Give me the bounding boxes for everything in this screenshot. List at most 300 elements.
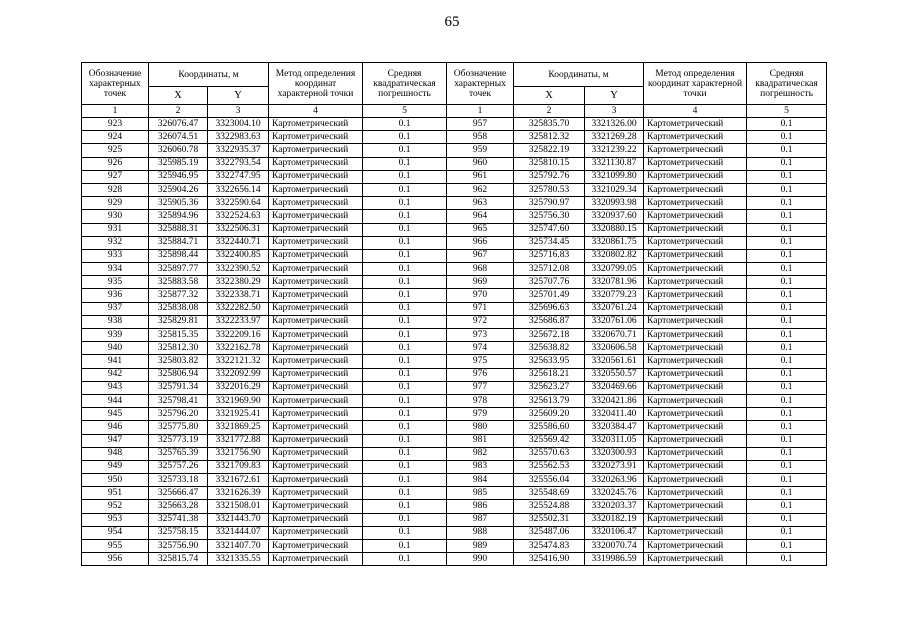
table-row bbox=[82, 460, 827, 473]
method-cell: Картометрический bbox=[644, 315, 747, 328]
coord-y-cell: 3322233.97 bbox=[208, 315, 269, 328]
method-cell: Картометрический bbox=[644, 342, 747, 355]
method-cell: Картометрический bbox=[644, 210, 747, 223]
table-row bbox=[82, 263, 827, 276]
method-cell: Картометрический bbox=[644, 394, 747, 407]
coord-x-cell: 325790.97 bbox=[514, 197, 585, 210]
point-id-cell: 985 bbox=[447, 487, 514, 500]
coord-x-cell: 325570.63 bbox=[514, 447, 585, 460]
coord-y-cell: 3321029.34 bbox=[585, 183, 644, 196]
point-id-cell: 978 bbox=[447, 394, 514, 407]
coord-x-cell: 325791.34 bbox=[149, 381, 208, 394]
method-cell: Картометрический bbox=[644, 526, 747, 539]
point-id-cell: 986 bbox=[447, 500, 514, 513]
coord-x-cell: 325609.20 bbox=[514, 408, 585, 421]
point-id-cell: 989 bbox=[447, 540, 514, 553]
point-id-cell: 942 bbox=[82, 368, 149, 381]
coord-x-cell: 325904.26 bbox=[149, 183, 208, 196]
coord-x-cell: 325556.04 bbox=[514, 474, 585, 487]
error-cell: 0.1 bbox=[363, 421, 447, 434]
coord-x-cell: 325897.77 bbox=[149, 263, 208, 276]
coord-y-cell: 3322016.29 bbox=[208, 381, 269, 394]
point-id-cell: 965 bbox=[447, 223, 514, 236]
coord-y-cell: 3320761.24 bbox=[585, 302, 644, 315]
method-cell: Картометрический bbox=[644, 170, 747, 183]
error-cell: 0.1 bbox=[363, 460, 447, 473]
coord-x-cell: 325638.82 bbox=[514, 342, 585, 355]
coord-x-cell: 325758.15 bbox=[149, 526, 208, 539]
point-id-cell: 982 bbox=[447, 447, 514, 460]
coord-x-cell: 325666.47 bbox=[149, 487, 208, 500]
method-cell: Картометрический bbox=[644, 157, 747, 170]
method-cell: Картометрический bbox=[269, 487, 363, 500]
coord-y-cell: 3321925.41 bbox=[208, 408, 269, 421]
method-cell: Картометрический bbox=[269, 421, 363, 434]
method-cell: Картометрический bbox=[644, 276, 747, 289]
coord-x-cell: 325613.79 bbox=[514, 394, 585, 407]
header-method-right: Метод определения координат характерной точки bbox=[644, 63, 747, 105]
point-id-cell: 932 bbox=[82, 236, 149, 249]
coord-x-cell: 325806.94 bbox=[149, 368, 208, 381]
coord-y-cell: 3321508.01 bbox=[208, 500, 269, 513]
coord-x-cell: 325894.96 bbox=[149, 210, 208, 223]
coord-x-cell: 325569.42 bbox=[514, 434, 585, 447]
coord-x-cell: 325780.53 bbox=[514, 183, 585, 196]
col-number: 5 bbox=[747, 105, 827, 118]
point-id-cell: 946 bbox=[82, 421, 149, 434]
method-cell: Картометрический bbox=[269, 355, 363, 368]
error-cell: 0.1 bbox=[747, 381, 827, 394]
error-cell: 0.1 bbox=[363, 394, 447, 407]
method-cell: Картометрический bbox=[269, 144, 363, 157]
coord-y-cell: 3320761.06 bbox=[585, 315, 644, 328]
coord-x-cell: 325888.31 bbox=[149, 223, 208, 236]
point-id-cell: 964 bbox=[447, 210, 514, 223]
table-row bbox=[82, 131, 827, 144]
error-cell: 0.1 bbox=[747, 131, 827, 144]
method-cell: Картометрический bbox=[644, 249, 747, 262]
error-cell: 0.1 bbox=[747, 329, 827, 342]
coord-x-cell: 326060.78 bbox=[149, 144, 208, 157]
error-cell: 0.1 bbox=[747, 342, 827, 355]
table-row bbox=[82, 342, 827, 355]
coord-x-cell: 325623.27 bbox=[514, 381, 585, 394]
point-id-cell: 952 bbox=[82, 500, 149, 513]
point-id-cell: 956 bbox=[82, 553, 149, 566]
point-id-cell: 963 bbox=[447, 197, 514, 210]
error-cell: 0.1 bbox=[747, 394, 827, 407]
coord-y-cell: 3320070.74 bbox=[585, 540, 644, 553]
method-cell: Картометрический bbox=[644, 131, 747, 144]
col-number: 5 bbox=[363, 105, 447, 118]
method-cell: Картометрический bbox=[269, 553, 363, 566]
method-cell: Картометрический bbox=[644, 421, 747, 434]
point-id-cell: 970 bbox=[447, 289, 514, 302]
coord-x-cell: 325835.70 bbox=[514, 118, 585, 131]
coord-x-cell: 325618.21 bbox=[514, 368, 585, 381]
coord-x-cell: 325812.32 bbox=[514, 131, 585, 144]
method-cell: Картометрический bbox=[644, 381, 747, 394]
coord-x-cell: 325487.06 bbox=[514, 526, 585, 539]
error-cell: 0.1 bbox=[363, 381, 447, 394]
coord-y-cell: 3320182.19 bbox=[585, 513, 644, 526]
point-id-cell: 973 bbox=[447, 329, 514, 342]
error-cell: 0.1 bbox=[363, 183, 447, 196]
method-cell: Картометрический bbox=[644, 513, 747, 526]
coord-x-cell: 325733.18 bbox=[149, 474, 208, 487]
point-id-cell: 948 bbox=[82, 447, 149, 460]
coord-x-cell: 325416.90 bbox=[514, 553, 585, 566]
method-cell: Картометрический bbox=[269, 342, 363, 355]
table-row bbox=[82, 249, 827, 262]
point-id-cell: 931 bbox=[82, 223, 149, 236]
coord-y-cell: 3319986.59 bbox=[585, 553, 644, 566]
table-row bbox=[82, 487, 827, 500]
coord-x-cell: 325696.63 bbox=[514, 302, 585, 315]
coord-x-cell: 325773.19 bbox=[149, 434, 208, 447]
method-cell: Картометрический bbox=[269, 329, 363, 342]
error-cell: 0.1 bbox=[747, 355, 827, 368]
coord-x-cell: 325812.30 bbox=[149, 342, 208, 355]
method-cell: Картометрический bbox=[269, 474, 363, 487]
method-cell: Картометрический bbox=[269, 526, 363, 539]
coord-y-cell: 3320861.75 bbox=[585, 236, 644, 249]
method-cell: Картометрический bbox=[269, 276, 363, 289]
method-cell: Картометрический bbox=[269, 157, 363, 170]
error-cell: 0.1 bbox=[747, 289, 827, 302]
coord-x-cell: 325502.31 bbox=[514, 513, 585, 526]
error-cell: 0.1 bbox=[747, 513, 827, 526]
method-cell: Картометрический bbox=[644, 487, 747, 500]
coord-y-cell: 3320411.40 bbox=[585, 408, 644, 421]
coord-y-cell: 3320799.05 bbox=[585, 263, 644, 276]
point-id-cell: 971 bbox=[447, 302, 514, 315]
point-id-cell: 981 bbox=[447, 434, 514, 447]
coord-y-cell: 3321407.70 bbox=[208, 540, 269, 553]
table-row bbox=[82, 368, 827, 381]
point-id-cell: 938 bbox=[82, 315, 149, 328]
coord-x-cell: 325883.58 bbox=[149, 276, 208, 289]
coord-y-cell: 3321969.90 bbox=[208, 394, 269, 407]
coord-y-cell: 3320561.61 bbox=[585, 355, 644, 368]
method-cell: Картометрический bbox=[644, 144, 747, 157]
coord-x-cell: 325775.80 bbox=[149, 421, 208, 434]
coord-x-cell: 325672.18 bbox=[514, 329, 585, 342]
coord-y-cell: 3321626.39 bbox=[208, 487, 269, 500]
table-row bbox=[82, 421, 827, 434]
point-id-cell: 950 bbox=[82, 474, 149, 487]
table-row bbox=[82, 447, 827, 460]
coord-y-cell: 3321335.55 bbox=[208, 553, 269, 566]
method-cell: Картометрический bbox=[269, 460, 363, 473]
col-number: 2 bbox=[149, 105, 208, 118]
point-id-cell: 972 bbox=[447, 315, 514, 328]
coord-y-cell: 3320384.47 bbox=[585, 421, 644, 434]
coord-x-cell: 325586.60 bbox=[514, 421, 585, 434]
header-x-right: X bbox=[514, 87, 585, 105]
error-cell: 0.1 bbox=[363, 513, 447, 526]
coord-x-cell: 325756.30 bbox=[514, 210, 585, 223]
header-error-right: Средняя квадратическая погрешность bbox=[747, 63, 827, 105]
coord-y-cell: 3321756.90 bbox=[208, 447, 269, 460]
point-id-cell: 953 bbox=[82, 513, 149, 526]
header-point-right: Обозначение характерных точек bbox=[447, 63, 514, 105]
coord-x-cell: 325822.19 bbox=[514, 144, 585, 157]
coord-y-cell: 3322506.31 bbox=[208, 223, 269, 236]
table-row bbox=[82, 315, 827, 328]
coord-x-cell: 325548.69 bbox=[514, 487, 585, 500]
coord-y-cell: 3321869.25 bbox=[208, 421, 269, 434]
method-cell: Картометрический bbox=[644, 329, 747, 342]
method-cell: Картометрический bbox=[269, 263, 363, 276]
table-row bbox=[82, 381, 827, 394]
method-cell: Картометрический bbox=[644, 474, 747, 487]
table-row bbox=[82, 183, 827, 196]
error-cell: 0.1 bbox=[363, 223, 447, 236]
error-cell: 0.1 bbox=[363, 236, 447, 249]
coordinates-table bbox=[81, 62, 827, 566]
coord-x-cell: 325765.39 bbox=[149, 447, 208, 460]
method-cell: Картометрический bbox=[269, 394, 363, 407]
method-cell: Картометрический bbox=[644, 460, 747, 473]
coord-y-cell: 3322935.37 bbox=[208, 144, 269, 157]
point-id-cell: 960 bbox=[447, 157, 514, 170]
point-id-cell: 955 bbox=[82, 540, 149, 553]
coord-y-cell: 3322282.50 bbox=[208, 302, 269, 315]
coord-y-cell: 3321709.83 bbox=[208, 460, 269, 473]
point-id-cell: 961 bbox=[447, 170, 514, 183]
coord-x-cell: 325686.87 bbox=[514, 315, 585, 328]
coord-y-cell: 3321326.00 bbox=[585, 118, 644, 131]
point-id-cell: 947 bbox=[82, 434, 149, 447]
page-number: 65 bbox=[444, 14, 460, 30]
method-cell: Картометрический bbox=[644, 434, 747, 447]
point-id-cell: 927 bbox=[82, 170, 149, 183]
error-cell: 0.1 bbox=[747, 447, 827, 460]
coord-y-cell: 3322338.71 bbox=[208, 289, 269, 302]
coord-y-cell: 3322092.99 bbox=[208, 368, 269, 381]
coord-y-cell: 3320106.47 bbox=[585, 526, 644, 539]
col-number: 1 bbox=[447, 105, 514, 118]
error-cell: 0.1 bbox=[747, 487, 827, 500]
coord-x-cell: 325712.08 bbox=[514, 263, 585, 276]
error-cell: 0.1 bbox=[747, 249, 827, 262]
method-cell: Картометрический bbox=[269, 118, 363, 131]
error-cell: 0.1 bbox=[747, 368, 827, 381]
table-row bbox=[82, 394, 827, 407]
method-cell: Картометрический bbox=[269, 302, 363, 315]
point-id-cell: 941 bbox=[82, 355, 149, 368]
method-cell: Картометрический bbox=[644, 447, 747, 460]
error-cell: 0.1 bbox=[747, 315, 827, 328]
coord-x-cell: 325815.74 bbox=[149, 553, 208, 566]
method-cell: Картометрический bbox=[644, 355, 747, 368]
method-cell: Картометрический bbox=[644, 223, 747, 236]
error-cell: 0.1 bbox=[363, 170, 447, 183]
point-id-cell: 933 bbox=[82, 249, 149, 262]
col-number: 4 bbox=[269, 105, 363, 118]
method-cell: Картометрический bbox=[269, 249, 363, 262]
coord-y-cell: 3320781.96 bbox=[585, 276, 644, 289]
header-method-left: Метод определения координат характерной точки bbox=[269, 63, 363, 105]
error-cell: 0.1 bbox=[363, 526, 447, 539]
error-cell: 0.1 bbox=[363, 487, 447, 500]
error-cell: 0.1 bbox=[363, 302, 447, 315]
coord-y-cell: 3320606.58 bbox=[585, 342, 644, 355]
point-id-cell: 939 bbox=[82, 329, 149, 342]
method-cell: Картометрический bbox=[644, 197, 747, 210]
method-cell: Картометрический bbox=[269, 183, 363, 196]
coord-y-cell: 3321672.61 bbox=[208, 474, 269, 487]
point-id-cell: 984 bbox=[447, 474, 514, 487]
table-row bbox=[82, 500, 827, 513]
error-cell: 0.1 bbox=[363, 447, 447, 460]
table-body bbox=[82, 118, 827, 566]
coord-y-cell: 3320779.23 bbox=[585, 289, 644, 302]
table-row bbox=[82, 197, 827, 210]
table-row bbox=[82, 434, 827, 447]
method-cell: Картометрический bbox=[269, 170, 363, 183]
error-cell: 0.1 bbox=[363, 144, 447, 157]
coord-x-cell: 325757.26 bbox=[149, 460, 208, 473]
error-cell: 0.1 bbox=[363, 329, 447, 342]
header-error-left: Средняя квадратическая погрешность bbox=[363, 63, 447, 105]
method-cell: Картометрический bbox=[269, 368, 363, 381]
method-cell: Картометрический bbox=[269, 223, 363, 236]
point-id-cell: 977 bbox=[447, 381, 514, 394]
error-cell: 0.1 bbox=[363, 434, 447, 447]
coord-y-cell: 3321099.80 bbox=[585, 170, 644, 183]
header-y-right: Y bbox=[585, 87, 644, 105]
coord-x-cell: 325810.15 bbox=[514, 157, 585, 170]
point-id-cell: 979 bbox=[447, 408, 514, 421]
method-cell: Картометрический bbox=[269, 289, 363, 302]
method-cell: Картометрический bbox=[644, 368, 747, 381]
header-point-left: Обозначение характерных точек bbox=[82, 63, 149, 105]
method-cell: Картометрический bbox=[269, 381, 363, 394]
method-cell: Картометрический bbox=[269, 315, 363, 328]
point-id-cell: 949 bbox=[82, 460, 149, 473]
method-cell: Картометрический bbox=[269, 197, 363, 210]
coord-x-cell: 325524.88 bbox=[514, 500, 585, 513]
coord-x-cell: 325985.19 bbox=[149, 157, 208, 170]
point-id-cell: 959 bbox=[447, 144, 514, 157]
point-id-cell: 934 bbox=[82, 263, 149, 276]
point-id-cell: 936 bbox=[82, 289, 149, 302]
coord-x-cell: 325747.60 bbox=[514, 223, 585, 236]
coord-x-cell: 325741.38 bbox=[149, 513, 208, 526]
coord-y-cell: 3320245.76 bbox=[585, 487, 644, 500]
point-id-cell: 945 bbox=[82, 408, 149, 421]
coord-y-cell: 3323004.10 bbox=[208, 118, 269, 131]
point-id-cell: 930 bbox=[82, 210, 149, 223]
coord-x-cell: 325792.76 bbox=[514, 170, 585, 183]
error-cell: 0.1 bbox=[747, 434, 827, 447]
error-cell: 0.1 bbox=[747, 144, 827, 157]
error-cell: 0.1 bbox=[363, 210, 447, 223]
coord-y-cell: 3321239.22 bbox=[585, 144, 644, 157]
method-cell: Картометрический bbox=[644, 118, 747, 131]
coord-x-cell: 325633.95 bbox=[514, 355, 585, 368]
method-cell: Картометрический bbox=[269, 513, 363, 526]
point-id-cell: 926 bbox=[82, 157, 149, 170]
error-cell: 0.1 bbox=[363, 315, 447, 328]
coord-y-cell: 3322747.95 bbox=[208, 170, 269, 183]
coord-x-cell: 325905.36 bbox=[149, 197, 208, 210]
error-cell: 0.1 bbox=[747, 118, 827, 131]
method-cell: Картометрический bbox=[644, 500, 747, 513]
method-cell: Картометрический bbox=[269, 500, 363, 513]
coord-x-cell: 325707.76 bbox=[514, 276, 585, 289]
error-cell: 0.1 bbox=[747, 263, 827, 276]
point-id-cell: 974 bbox=[447, 342, 514, 355]
coord-x-cell: 325756.90 bbox=[149, 540, 208, 553]
point-id-cell: 957 bbox=[447, 118, 514, 131]
coord-x-cell: 325663.28 bbox=[149, 500, 208, 513]
table-row bbox=[82, 157, 827, 170]
coord-x-cell: 325474.83 bbox=[514, 540, 585, 553]
coord-x-cell: 325829.81 bbox=[149, 315, 208, 328]
table-row bbox=[82, 540, 827, 553]
table-row bbox=[82, 170, 827, 183]
table-row bbox=[82, 302, 827, 315]
coord-x-cell: 325898.44 bbox=[149, 249, 208, 262]
header-y-left: Y bbox=[208, 87, 269, 105]
coord-y-cell: 3322793.54 bbox=[208, 157, 269, 170]
point-id-cell: 929 bbox=[82, 197, 149, 210]
coord-x-cell: 325701.49 bbox=[514, 289, 585, 302]
coord-y-cell: 3320203.37 bbox=[585, 500, 644, 513]
point-id-cell: 987 bbox=[447, 513, 514, 526]
point-id-cell: 944 bbox=[82, 394, 149, 407]
method-cell: Картометрический bbox=[269, 210, 363, 223]
error-cell: 0.1 bbox=[363, 249, 447, 262]
method-cell: Картометрический bbox=[644, 553, 747, 566]
table-row bbox=[82, 355, 827, 368]
point-id-cell: 976 bbox=[447, 368, 514, 381]
point-id-cell: 980 bbox=[447, 421, 514, 434]
error-cell: 0.1 bbox=[747, 302, 827, 315]
method-cell: Картометрический bbox=[269, 408, 363, 421]
error-cell: 0.1 bbox=[363, 500, 447, 513]
method-cell: Картометрический bbox=[644, 289, 747, 302]
point-id-cell: 966 bbox=[447, 236, 514, 249]
table-row bbox=[82, 144, 827, 157]
coord-y-cell: 3322983.63 bbox=[208, 131, 269, 144]
error-cell: 0.1 bbox=[363, 540, 447, 553]
method-cell: Картометрический bbox=[269, 236, 363, 249]
point-id-cell: 988 bbox=[447, 526, 514, 539]
col-number: 3 bbox=[208, 105, 269, 118]
error-cell: 0.1 bbox=[747, 223, 827, 236]
error-cell: 0.1 bbox=[363, 408, 447, 421]
coord-y-cell: 3320469.66 bbox=[585, 381, 644, 394]
coord-y-cell: 3321269.28 bbox=[585, 131, 644, 144]
coord-x-cell: 325803.82 bbox=[149, 355, 208, 368]
point-id-cell: 975 bbox=[447, 355, 514, 368]
coord-x-cell: 325562.53 bbox=[514, 460, 585, 473]
coord-y-cell: 3320993.98 bbox=[585, 197, 644, 210]
coord-y-cell: 3320937.60 bbox=[585, 210, 644, 223]
point-id-cell: 962 bbox=[447, 183, 514, 196]
point-id-cell: 954 bbox=[82, 526, 149, 539]
point-id-cell: 943 bbox=[82, 381, 149, 394]
coord-x-cell: 325798.41 bbox=[149, 394, 208, 407]
coord-y-cell: 3320880.15 bbox=[585, 223, 644, 236]
error-cell: 0.1 bbox=[363, 368, 447, 381]
method-cell: Картометрический bbox=[644, 263, 747, 276]
error-cell: 0.1 bbox=[747, 553, 827, 566]
